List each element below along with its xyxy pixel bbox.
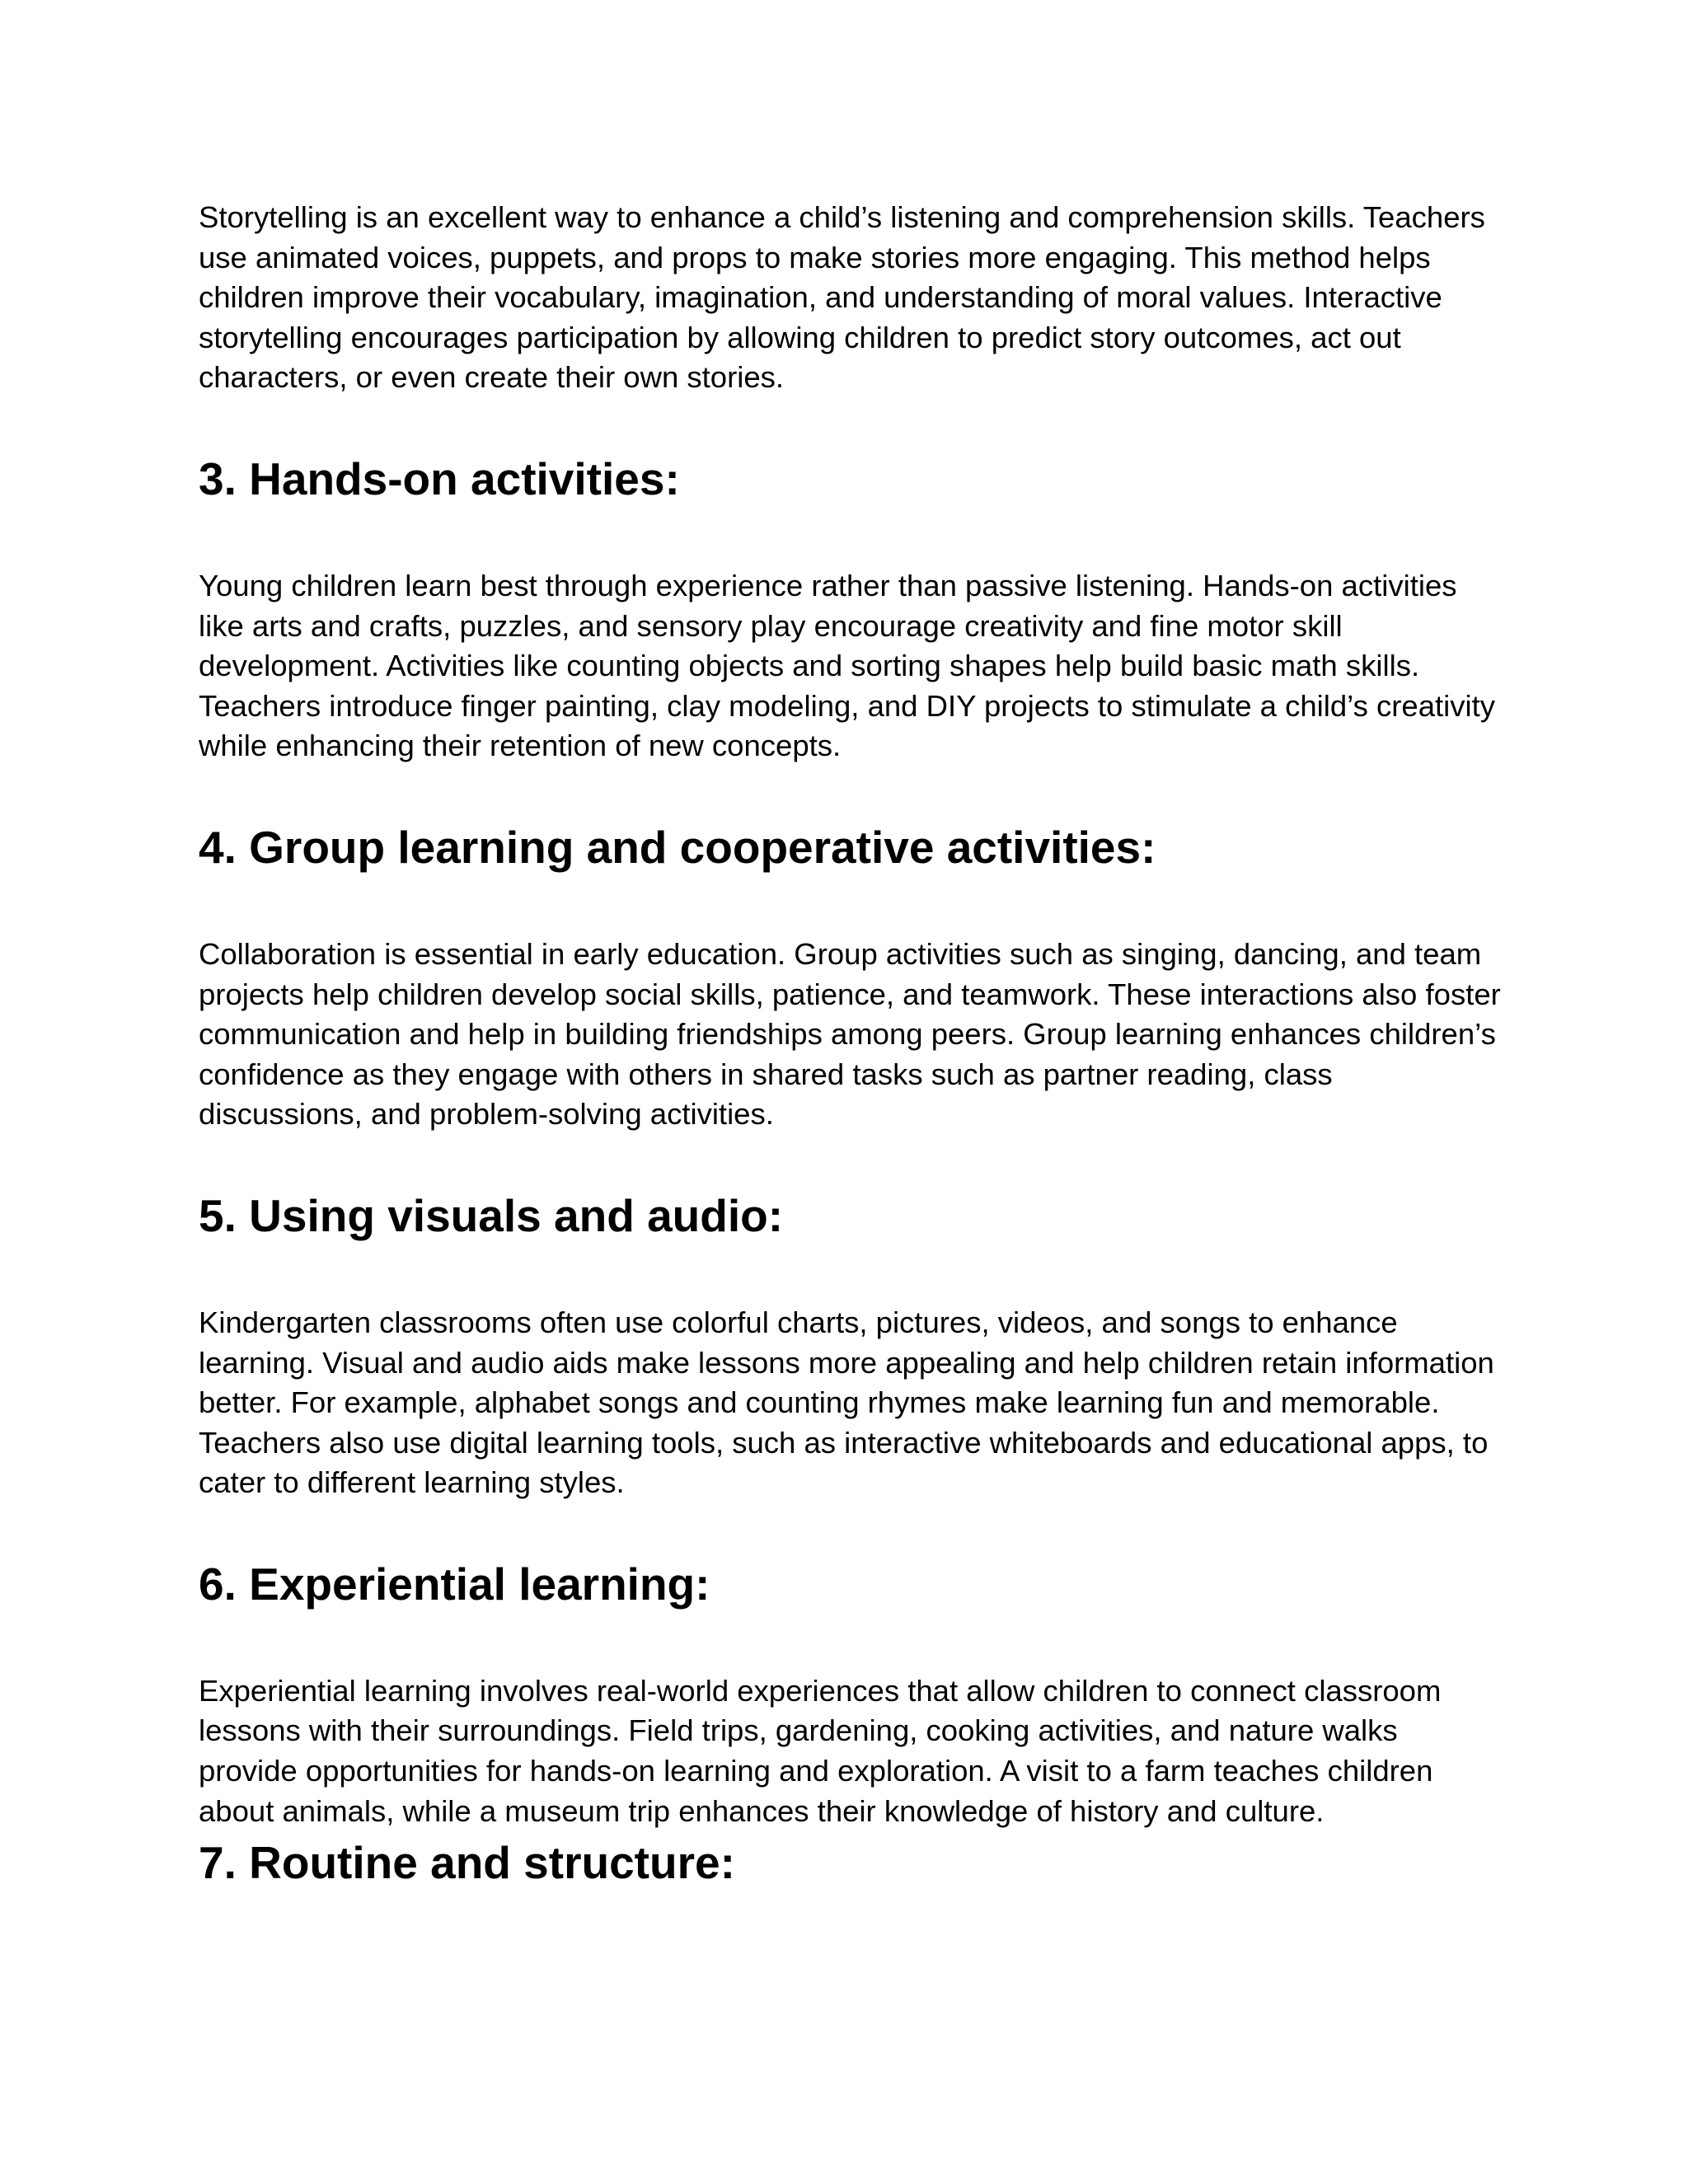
section-heading-hands-on: 3. Hands-on activities:: [199, 452, 680, 504]
section-heading-visuals-audio: 5. Using visuals and audio:: [199, 1189, 784, 1241]
intro-paragraph: Storytelling is an excellent way to enhance a child’s listening and comprehension skills. Teachers use animated voices, puppets, and props to make stories more engaging. This method helps children improve their vocabulary, imagination, and understanding of moral values. Interactive storytelling encourages participation by allowing children to predict story outcomes, act out characters, or even create their own stories.: [199, 200, 1485, 395]
section-paragraph-group-learning: Collaboration is essential in early education. Group activities such as singing, dancing, and team projects help children develop social skills, patience, and teamwork. These interactions also foster communication and help in building friendships among peers. Group learning enhances children’s confidence as they engage with others in shared tasks such as partner reading, class discussions, and problem-solving activities.: [199, 936, 1501, 1132]
section-paragraph-hands-on: Young children learn best through experience rather than passive listening. Hands-on activities like arts and crafts, puzzles, and sensory play encourage creativity and fine motor skill development. Activities like counting objects and sorting shapes help build basic math skills. Teachers introduce finger painting, clay modeling, and DIY projects to stimulate a child’s creativity while enhancing their retention of new concepts.: [199, 568, 1496, 763]
section-paragraph-visuals-audio: Kindergarten classrooms often use colorful charts, pictures, videos, and songs to enhance learning. Visual and audio aids make lessons more appealing and help children retain information better. For example, alphabet songs and counting rhymes make learning fun and memorable. Teachers also use digital learning tools, such as interactive whiteboards and educational apps, to cater to different learning styles.: [199, 1305, 1494, 1500]
section-paragraph-experiential: Experiential learning involves real-world experiences that allow children to connect classroom lessons with their surroundings. Field trips, gardening, cooking activities, and nature walks provide opportunities for hands-on learning and exploration. A visit to a farm teaches children about animals, while a museum trip enhances their knowledge of history and culture.: [199, 1673, 1442, 1828]
section-heading-group-learning: 4. Group learning and cooperative activities:: [199, 821, 1156, 873]
section-heading-routine: 7. Routine and structure:: [199, 1837, 735, 1889]
document-body: [199, 198, 1501, 1889]
section-heading-experiential: 6. Experiential learning:: [199, 1558, 710, 1610]
